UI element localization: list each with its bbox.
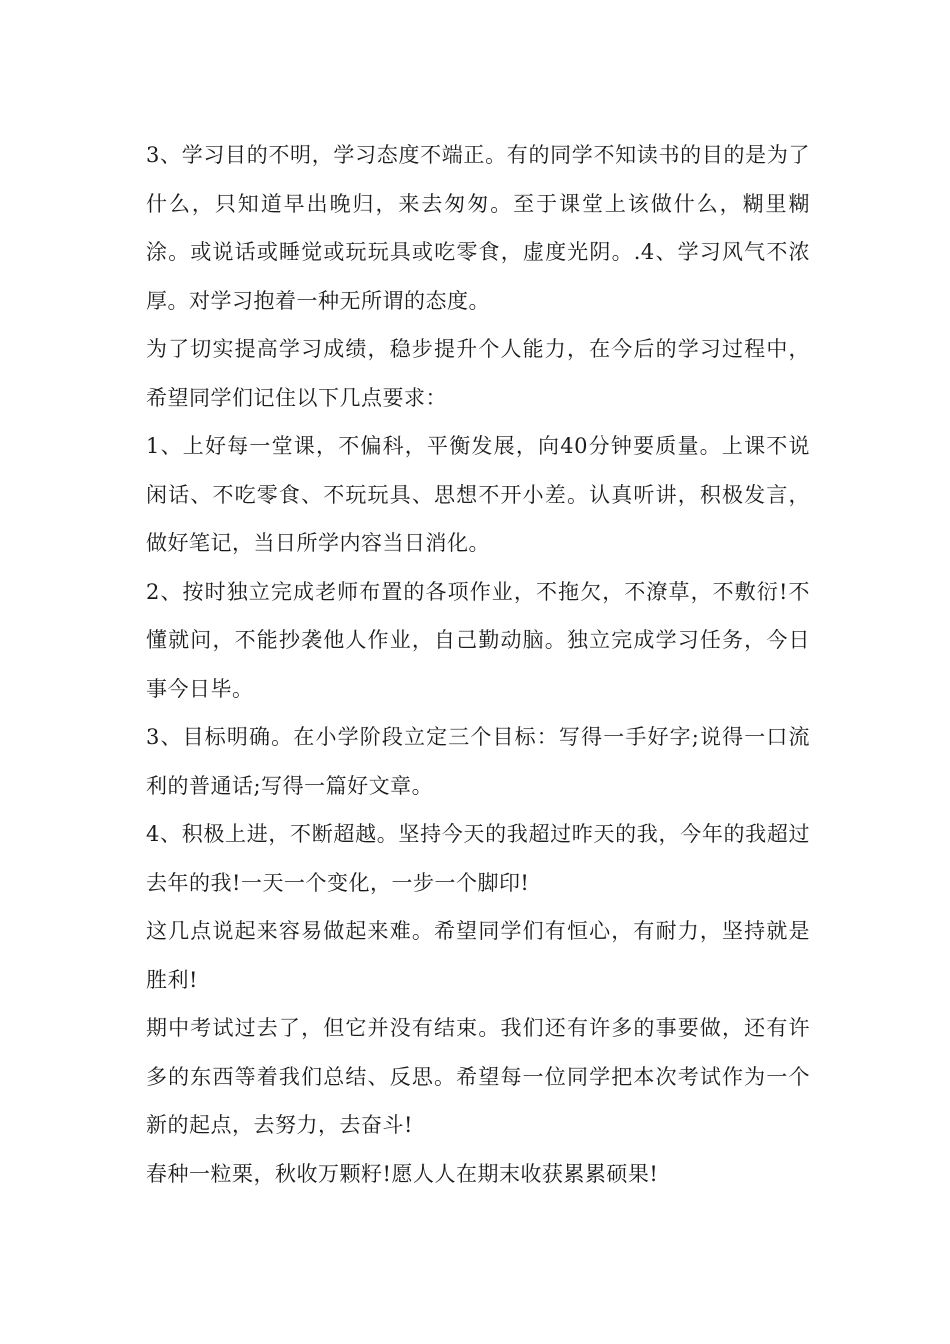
paragraph-requirement-3: 3、目标明确。在小学阶段立定三个目标：写得一手好字;说得一口流利的普通话;写得一篇好文章。: [146, 725, 810, 798]
paragraph-closing: 春种一粒栗，秋收万颗籽!愿人人在期末收获累累硕果!: [146, 1161, 659, 1186]
paragraph-new-start: 期中考试过去了，但它并没有结束。我们还有许多的事要做，还有许多的东西等着我们总结、反思。希望每一位同学把本次考试作为一个新的起点，去努力，去奋斗!: [146, 1016, 810, 1137]
paragraph-requirement-4: 4、积极上进，不断超越。坚持今天的我超过昨天的我，今年的我超过去年的我!一天一个变化，一步一个脚印!: [146, 822, 810, 895]
document-body: [146, 131, 810, 1198]
paragraph-requirements-intro: 为了切实提高学习成绩，稳步提升个人能力，在今后的学习过程中，希望同学们记住以下几点要求：: [146, 337, 810, 410]
paragraph-perseverance: 这几点说起来容易做起来难。希望同学们有恒心，有耐力，坚持就是胜利!: [146, 919, 810, 992]
paragraph-learning-problems: 3、学习目的不明，学习态度不端正。有的同学不知读书的目的是为了什么，只知道早出晚归，来去匆匆。至于课堂上该做什么，糊里糊涂。或说话或睡觉或玩玩具或吃零食，虚度光阴。.4、学习风气不浓厚。对学习抱着一种无所谓的态度。: [146, 143, 810, 313]
paragraph-requirement-2: 2、按时独立完成老师布置的各项作业，不拖欠，不潦草，不敷衍!不懂就问，不能抄袭他人作业，自己勤动脑。独立完成学习任务，今日事今日毕。: [146, 579, 810, 701]
paragraph-requirement-1: 1、上好每一堂课，不偏科，平衡发展，向40分钟要质量。上课不说闲话、不吃零食、不玩玩具、思想不开小差。认真听讲，积极发言，做好笔记，当日所学内容当日消化。: [146, 434, 810, 555]
